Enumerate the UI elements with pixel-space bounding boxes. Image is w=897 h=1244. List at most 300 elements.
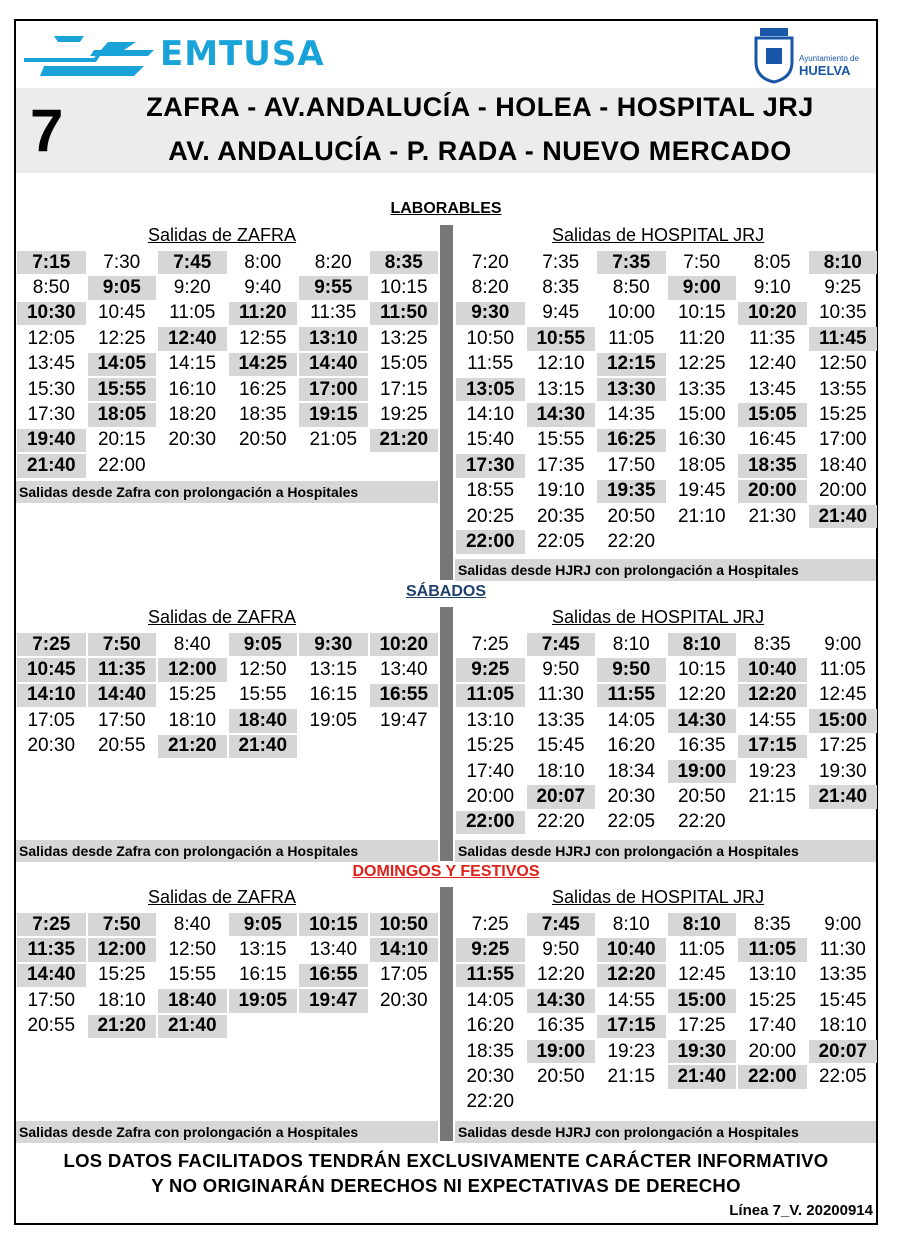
departure-time: 14:55: [607, 989, 656, 1011]
left-note: Salidas desde Zafra con prolongación a Hospitales: [16, 481, 438, 503]
departure-time: 19:05: [309, 709, 358, 731]
council-label: Ayuntamiento de: [799, 54, 859, 63]
departure-time: 21:40: [229, 735, 298, 758]
departure-time: 17:25: [677, 1015, 726, 1037]
departure-time: 13:15: [238, 939, 287, 961]
departure-time: 11:05: [456, 684, 525, 707]
departure-time: 12:45: [677, 964, 726, 986]
disclaimer-line-2: Y NO ORIGINARÁN DERECHOS NI EXPECTATIVAS DE DERECHO: [151, 1175, 741, 1196]
departure-time: 9:05: [229, 633, 298, 656]
departure-time: 19:00: [668, 760, 737, 783]
left-times-grid: [16, 912, 439, 1039]
departure-time: 13:40: [309, 939, 358, 961]
departure-time: 10:40: [738, 658, 807, 681]
departure-time: 19:05: [229, 989, 298, 1012]
departure-time: 15:25: [168, 684, 217, 706]
departure-time: 16:20: [466, 1015, 515, 1037]
departure-time: 14:25: [229, 353, 298, 376]
departure-time: 8:50: [612, 277, 650, 299]
departure-time: 12:05: [27, 327, 76, 349]
departure-time: 9:00: [668, 276, 737, 299]
departure-time: 21:40: [158, 1015, 227, 1038]
column-divider: [440, 225, 453, 580]
departure-time: 13:45: [748, 378, 797, 400]
departure-time: 14:05: [607, 709, 656, 731]
departure-time: 22:20: [677, 811, 726, 833]
departure-time: 14:10: [17, 684, 86, 707]
departure-time: 15:25: [97, 964, 146, 986]
departure-time: 11:30: [537, 684, 584, 706]
departure-time: 11:35: [88, 658, 157, 681]
departure-time: 10:00: [607, 302, 656, 324]
departure-time: 20:00: [466, 786, 515, 808]
departure-time: 14:10: [466, 404, 515, 426]
departure-time: 8:35: [370, 251, 439, 274]
departure-time: 11:05: [608, 327, 655, 349]
departure-time: 16:35: [677, 735, 726, 757]
departure-time: 12:20: [536, 964, 585, 986]
departure-time: 19:00: [527, 1040, 596, 1063]
departure-time: 14:30: [527, 403, 596, 426]
departure-time: 10:50: [370, 913, 439, 936]
departure-time: 9:10: [753, 277, 791, 299]
version-label: Línea 7_V. 20200914: [729, 1202, 873, 1219]
departure-time: 17:15: [597, 1015, 666, 1038]
departure-time: 20:30: [466, 1066, 515, 1088]
departure-time: 19:35: [597, 480, 666, 503]
departure-time: 8:10: [668, 633, 737, 656]
departure-time: 8:50: [32, 277, 70, 299]
departure-time: 16:20: [607, 735, 656, 757]
departure-time: 14:30: [527, 989, 596, 1012]
departure-time: 15:25: [466, 735, 515, 757]
council-city: HUELVA: [799, 63, 851, 78]
departure-time: 12:20: [738, 684, 807, 707]
departure-time: 21:40: [17, 454, 86, 477]
departure-time: 20:30: [168, 429, 217, 451]
right-note: Salidas desde HJRJ con prolongación a Hospitales: [455, 840, 876, 862]
departure-time: 16:30: [677, 429, 726, 451]
departure-time: 19:40: [17, 429, 86, 452]
departure-time: 22:00: [97, 454, 146, 476]
departure-time: 16:10: [168, 378, 217, 400]
departure-time: 15:25: [818, 404, 867, 426]
departure-time: 13:35: [818, 964, 867, 986]
departure-time: 12:55: [238, 327, 287, 349]
departure-time: 10:35: [818, 302, 867, 324]
departure-time: 18:40: [818, 454, 867, 476]
departure-time: 12:50: [818, 353, 867, 375]
departure-time: 14:55: [748, 709, 797, 731]
departure-time: 13:10: [748, 964, 797, 986]
departure-time: 15:00: [668, 989, 737, 1012]
departure-time: 15:55: [238, 684, 287, 706]
huelva-council-logo: [752, 26, 874, 84]
section-title: SÁBADOS: [405, 583, 486, 600]
departure-time: 17:00: [818, 429, 867, 451]
departure-time: 17:25: [818, 735, 867, 757]
departure-time: 12:15: [597, 353, 666, 376]
departure-time: 10:15: [379, 277, 428, 299]
departure-time: 9:25: [456, 658, 525, 681]
departure-time: 15:25: [748, 989, 797, 1011]
departure-time: 22:00: [456, 530, 525, 553]
departure-time: 9:50: [542, 939, 580, 961]
departure-time: 12:00: [88, 938, 157, 961]
departure-time: 14:15: [168, 353, 217, 375]
right-column-title: Salidas de HOSPITAL JRJ: [552, 887, 765, 907]
departure-time: 16:25: [597, 429, 666, 452]
departure-time: 10:15: [677, 659, 726, 681]
departure-time: 8:35: [753, 633, 791, 655]
departure-time: 11:35: [310, 302, 357, 324]
departure-time: 20:00: [748, 1040, 797, 1062]
departure-time: 20:50: [677, 786, 726, 808]
departure-time: 13:35: [677, 378, 726, 400]
departure-time: 16:15: [309, 684, 358, 706]
departure-time: 17:05: [379, 964, 428, 986]
departure-time: 21:15: [748, 786, 797, 808]
departure-time: 19:23: [607, 1040, 656, 1062]
departure-time: 9:25: [456, 938, 525, 961]
departure-time: 9:45: [542, 302, 580, 324]
departure-time: 18:34: [607, 760, 656, 782]
departure-time: 12:00: [158, 658, 227, 681]
departure-time: 20:00: [738, 480, 807, 503]
departure-time: 19:25: [379, 404, 428, 426]
left-column-title: Salidas de ZAFRA: [148, 607, 297, 627]
departure-time: 12:50: [238, 659, 287, 681]
departure-time: 11:05: [738, 938, 807, 961]
departure-time: 17:50: [27, 989, 76, 1011]
departure-time: 17:40: [466, 760, 515, 782]
departure-time: 21:40: [668, 1065, 737, 1088]
departure-time: 10:45: [17, 658, 86, 681]
departure-time: 7:50: [683, 251, 721, 273]
departure-time: 12:40: [158, 327, 227, 350]
departure-time: 19:47: [379, 709, 428, 731]
departure-time: 21:10: [677, 505, 726, 527]
departure-time: 13:10: [299, 327, 368, 350]
departure-time: 8:20: [314, 251, 352, 273]
emtusa-logo: [24, 32, 354, 80]
departure-time: 21:05: [309, 429, 358, 451]
departure-time: 11:05: [169, 302, 216, 324]
departure-time: 10:20: [738, 302, 807, 325]
departure-time: 16:45: [748, 429, 797, 451]
departure-time: 8:40: [173, 633, 211, 655]
departure-time: 12:25: [97, 327, 146, 349]
departure-time: 13:15: [309, 659, 358, 681]
departure-time: 7:35: [597, 251, 666, 274]
departure-time: 16:25: [238, 378, 287, 400]
departure-time: 17:00: [299, 378, 368, 401]
departure-time: 20:35: [536, 505, 585, 527]
departure-time: 15:55: [536, 429, 585, 451]
departure-time: 20:50: [238, 429, 287, 451]
departure-time: 19:30: [668, 1040, 737, 1063]
departure-time: 14:05: [88, 353, 157, 376]
departure-time: 13:35: [536, 709, 585, 731]
departure-time: 22:20: [607, 530, 656, 552]
departure-time: 18:35: [466, 1040, 515, 1062]
departure-time: 7:35: [542, 251, 580, 273]
departure-time: 19:47: [299, 989, 368, 1012]
departure-time: 7:15: [17, 251, 86, 274]
departure-time: 9:25: [824, 277, 862, 299]
section-title: LABORABLES: [390, 200, 502, 217]
departure-time: 21:20: [370, 429, 439, 452]
departure-time: 21:20: [158, 735, 227, 758]
departure-time: 11:30: [819, 939, 866, 961]
departure-time: 18:10: [818, 1015, 867, 1037]
departure-time: 20:50: [607, 505, 656, 527]
departure-time: 20:55: [97, 735, 146, 757]
departure-time: 16:55: [370, 684, 439, 707]
departure-time: 20:00: [818, 480, 867, 502]
departure-time: 14:10: [370, 938, 439, 961]
left-times-grid: [16, 250, 439, 479]
emtusa-brand: EMTUSA: [160, 34, 325, 74]
departure-time: 18:20: [168, 404, 217, 426]
departure-time: 17:35: [536, 454, 585, 476]
departure-time: 12:20: [677, 684, 726, 706]
departure-time: 22:20: [536, 811, 585, 833]
departure-time: 12:20: [597, 964, 666, 987]
departure-time: 22:00: [456, 811, 525, 834]
departure-time: 20:50: [536, 1066, 585, 1088]
departure-time: 19:10: [536, 480, 585, 502]
departure-time: 21:15: [607, 1066, 656, 1088]
departure-time: 21:40: [809, 505, 878, 528]
departure-time: 8:35: [542, 277, 580, 299]
departure-time: 19:45: [677, 480, 726, 502]
departure-time: 11:45: [809, 327, 878, 350]
departure-time: 7:25: [17, 633, 86, 656]
right-note: Salidas desde HJRJ con prolongación a Hospitales: [455, 559, 876, 581]
departure-time: 10:15: [677, 302, 726, 324]
departure-time: 11:50: [370, 302, 439, 325]
departure-time: 8:10: [612, 913, 650, 935]
departure-time: 22:05: [607, 811, 656, 833]
right-column-title: Salidas de HOSPITAL JRJ: [552, 607, 765, 627]
emtusa-arrows-icon: [24, 32, 164, 80]
departure-time: 11:35: [17, 938, 86, 961]
departure-time: 12:40: [748, 353, 797, 375]
departure-time: 7:45: [527, 633, 596, 656]
departure-time: 13:45: [27, 353, 76, 375]
departure-time: 15:55: [88, 378, 157, 401]
departure-time: 21:30: [748, 505, 797, 527]
departure-time: 20:30: [607, 786, 656, 808]
departure-time: 15:00: [809, 709, 878, 732]
line-number: 7: [30, 97, 64, 164]
departure-time: 21:20: [88, 1015, 157, 1038]
departure-time: 15:45: [536, 735, 585, 757]
departure-time: 11:55: [456, 964, 525, 987]
departure-time: 9:30: [456, 302, 525, 325]
departure-time: 11:05: [678, 939, 725, 961]
departure-time: 10:15: [299, 913, 368, 936]
departure-time: 12:10: [536, 353, 585, 375]
left-times-grid: [16, 632, 439, 759]
right-note: Salidas desde HJRJ con prolongación a Hospitales: [455, 1121, 876, 1143]
departure-time: 7:30: [103, 251, 141, 273]
departure-time: 8:05: [753, 251, 791, 273]
departure-time: 7:50: [88, 633, 157, 656]
right-times-grid: [455, 250, 878, 555]
departure-time: 17:30: [27, 404, 76, 426]
departure-time: 8:40: [173, 913, 211, 935]
departure-time: 18:10: [97, 989, 146, 1011]
departure-time: 15:00: [677, 404, 726, 426]
departure-time: 18:35: [738, 454, 807, 477]
departure-time: 20:15: [97, 429, 146, 451]
departure-time: 7:25: [17, 913, 86, 936]
departure-time: 15:40: [466, 429, 515, 451]
column-divider: [440, 887, 453, 1141]
right-column-title: Salidas de HOSPITAL JRJ: [552, 225, 765, 245]
departure-time: 18:10: [536, 760, 585, 782]
column-divider: [440, 607, 453, 861]
departure-time: 8:35: [753, 913, 791, 935]
departure-time: 16:35: [536, 1015, 585, 1037]
departure-time: 18:55: [466, 480, 515, 502]
departure-time: 14:40: [17, 964, 86, 987]
departure-time: 13:25: [379, 327, 428, 349]
departure-time: 17:40: [748, 1015, 797, 1037]
departure-time: 8:10: [809, 251, 878, 274]
left-column-title: Salidas de ZAFRA: [148, 225, 297, 245]
departure-time: 18:10: [168, 709, 217, 731]
route-line-2: AV. ANDALUCÍA - P. RADA - NUEVO MERCADO: [168, 136, 792, 166]
departure-time: 14:05: [466, 989, 515, 1011]
departure-time: 7:25: [471, 913, 509, 935]
departure-time: 15:05: [379, 353, 428, 375]
departure-time: 9:30: [299, 633, 368, 656]
departure-time: 17:15: [738, 735, 807, 758]
departure-time: 22:05: [536, 530, 585, 552]
departure-time: 13:40: [379, 659, 428, 681]
departure-time: 17:50: [607, 454, 656, 476]
departure-time: 10:20: [370, 633, 439, 656]
departure-time: 8:10: [668, 913, 737, 936]
departure-time: 16:15: [238, 964, 287, 986]
departure-time: 20:55: [27, 1015, 76, 1037]
departure-time: 9:00: [824, 633, 862, 655]
departure-time: 18:35: [238, 404, 287, 426]
departure-time: 9:00: [824, 913, 862, 935]
departure-time: 20:30: [27, 735, 76, 757]
departure-time: 13:15: [536, 378, 585, 400]
departure-time: 20:30: [379, 989, 428, 1011]
departure-time: 7:50: [88, 913, 157, 936]
departure-time: 10:45: [97, 302, 146, 324]
departure-time: 7:20: [471, 251, 509, 273]
departure-time: 13:05: [456, 378, 525, 401]
departure-time: 8:20: [471, 277, 509, 299]
departure-time: 9:50: [597, 658, 666, 681]
departure-time: 12:45: [818, 684, 867, 706]
departure-time: 18:40: [229, 709, 298, 732]
departure-time: 10:40: [597, 938, 666, 961]
left-column-title: Salidas de ZAFRA: [148, 887, 297, 907]
departure-time: 11:20: [678, 327, 725, 349]
departure-time: 7:45: [527, 913, 596, 936]
departure-time: 19:15: [299, 403, 368, 426]
left-note: Salidas desde Zafra con prolongación a Hospitales: [16, 840, 438, 862]
departure-time: 11:35: [749, 327, 796, 349]
departure-time: 15:55: [168, 964, 217, 986]
disclaimer-line-1: LOS DATOS FACILITADOS TENDRÁN EXCLUSIVAMENTE CARÁCTER INFORMATIVO: [63, 1150, 829, 1171]
departure-time: 7:25: [471, 633, 509, 655]
departure-time: 17:50: [97, 709, 146, 731]
departure-time: 9:20: [173, 277, 211, 299]
departure-time: 22:20: [466, 1091, 515, 1113]
departure-time: 11:20: [229, 302, 298, 325]
departure-time: 11:55: [467, 353, 514, 375]
departure-time: 9:50: [542, 659, 580, 681]
right-times-grid: [455, 912, 878, 1115]
departure-time: 15:30: [27, 378, 76, 400]
departure-time: 12:50: [168, 939, 217, 961]
departure-time: 14:35: [607, 404, 656, 426]
right-times-grid: [455, 632, 878, 835]
departure-time: 10:30: [17, 302, 86, 325]
departure-time: 14:30: [668, 709, 737, 732]
departure-time: 17:30: [456, 454, 525, 477]
departure-time: 17:15: [379, 378, 428, 400]
departure-time: 13:55: [818, 378, 867, 400]
departure-time: 11:05: [819, 659, 866, 681]
departure-time: 17:05: [27, 709, 76, 731]
departure-time: 16:55: [299, 964, 368, 987]
departure-time: 9:05: [88, 276, 157, 299]
departure-time: 13:10: [466, 709, 515, 731]
departure-time: 9:05: [229, 913, 298, 936]
departure-time: 22:00: [738, 1065, 807, 1088]
departure-time: 10:55: [527, 327, 596, 350]
departure-time: 21:40: [809, 785, 878, 808]
departure-time: 22:05: [818, 1066, 867, 1088]
departure-time: 13:30: [597, 378, 666, 401]
departure-time: 9:40: [244, 277, 282, 299]
departure-time: 12:25: [677, 353, 726, 375]
departure-time: 9:55: [299, 276, 368, 299]
departure-time: 14:40: [88, 684, 157, 707]
departure-time: 20:25: [466, 505, 515, 527]
departure-time: 14:40: [299, 353, 368, 376]
departure-time: 18:40: [158, 989, 227, 1012]
departure-time: 7:45: [158, 251, 227, 274]
departure-time: 15:05: [738, 403, 807, 426]
coat-of-arms-icon: [752, 26, 796, 84]
departure-time: 20:07: [527, 785, 596, 808]
departure-time: 19:23: [748, 760, 797, 782]
left-note: Salidas desde Zafra con prolongación a Hospitales: [16, 1121, 438, 1143]
departure-time: 18:05: [88, 403, 157, 426]
departure-time: 18:05: [677, 454, 726, 476]
departure-time: 19:30: [818, 760, 867, 782]
departure-time: 20:07: [809, 1040, 878, 1063]
departure-time: 10:50: [466, 327, 515, 349]
departure-time: 15:45: [818, 989, 867, 1011]
departure-time: 8:00: [244, 251, 282, 273]
departure-time: 8:10: [612, 633, 650, 655]
departure-time: 11:55: [597, 684, 666, 707]
route-line-1: ZAFRA - AV.ANDALUCÍA - HOLEA - HOSPITAL JRJ: [146, 92, 814, 122]
section-title: DOMINGOS Y FESTIVOS: [352, 863, 540, 880]
